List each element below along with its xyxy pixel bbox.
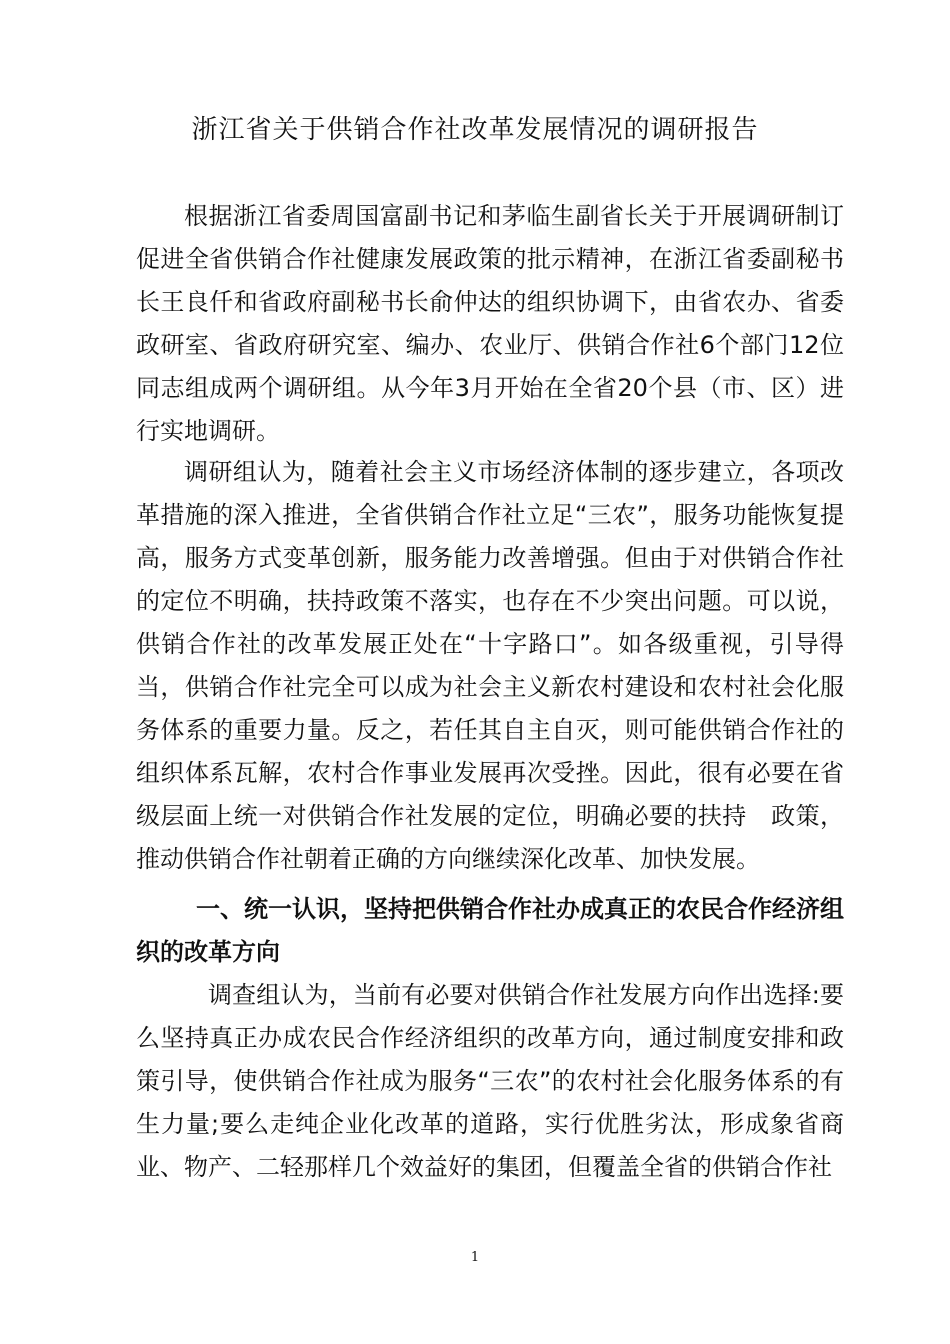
paragraph-findings: 调研组认为，随着社会主义市场经济体制的逐步建立，各项改革措施的深入推进，全省供销合作社立足“三农”，服务功能恢复提高，服务方式变革创新，服务能力改善增强。但由于对供销合作社的定位不明确，扶持政策不落实，也存在不少突出问题。可以说，供销合作社的改革发展正处在“十字路口”。如各级重视，引导得当，供销合作社完全可以成为社会主义新农村建设和农村社会化服务体系的重要力量。反之，若任其自主自灭，则可能供销合作社的组织体系瓦解，农村合作事业发展再次受挫。因此，很有必要在省级层面上统一对供销合作社发展的定位，明确必要的扶持 政策，推动供销合作社朝着正确的方向继续深化改革、加快发展。: [136, 458, 844, 873]
section-heading: 一、统一认识，坚持把供销合作社办成真正的农民合作经济组织的改革方向: [136, 895, 844, 966]
section-paragraph: 调查组认为，当前有必要对供销合作社发展方向作出选择:要么坚持真正办成农民合作经济组织的改革方向，通过制度安排和政策引导，使供销合作社成为服务“三农”的农村社会化服务体系的有生力量;要么走纯企业化改革的道路，实行优胜劣汰，形成象省商业、物产、二轻那样几个效益好的集团，但覆盖全省的供销合作社: [136, 981, 844, 1181]
page-number: 1: [470, 1250, 480, 1265]
document-title: 浙江省关于供销合作社改革发展情况的调研报告: [191, 115, 759, 145]
paragraph-background: 根据浙江省委周国富副书记和茅临生副省长关于开展调研制订促进全省供销合作社健康发展政策的批示精神，在浙江省委副秘书长王良仟和省政府副秘书长俞仲达的组织协调下，由省农办、省委政研室、省政府研究室、编办、农业厅、供销合作社6个部门12位同志组成两个调研组。从今年3月开始在全省20个县（市、区）进行实地调研。: [136, 202, 844, 445]
